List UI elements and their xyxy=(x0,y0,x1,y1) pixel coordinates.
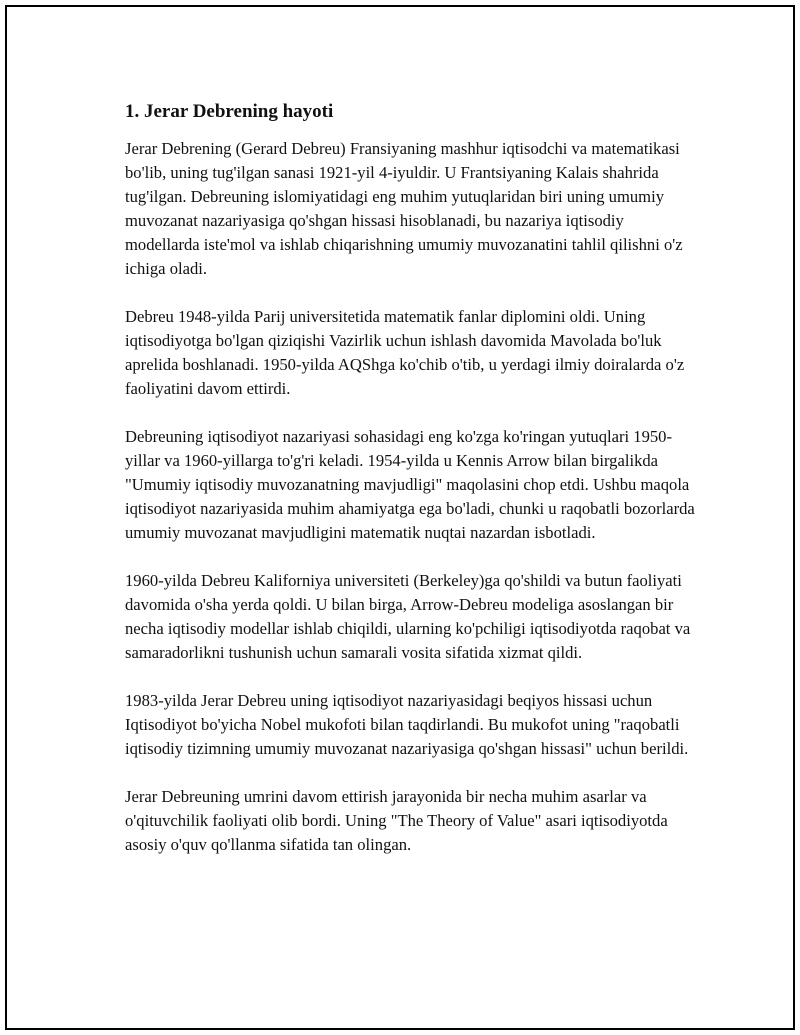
paragraph-nobel: 1983-yilda Jerar Debreu uning iqtisodiyot nazariyasidagi beqiyos hissasi uchun Iqtisodiyot bo'yicha Nobel mukofoti bilan taqdirlandi. Bu mukofot uning "raqobatli iqtisodiy tizimning umumiy muvozanat nazariyasiga qo'shgan hissasi" uchun berildi. xyxy=(125,691,689,758)
paragraph-legacy: Jerar Debreuning umrini davom ettirish jarayonida bir necha muhim asarlar va o'qituvchilik faoliyati olib bordi. Uning "The Theory of Value" asari iqtisodiyotda asosiy o'quv qo'llanma sifatida tan olingan. xyxy=(125,787,668,854)
paragraph-education: Debreu 1948-yilda Parij universitetida matematik fanlar diplomini oldi. Uning iqtisodiyotga bo'lgan qiziqishi Vazirlik uchun ishlash davomida Mavolada bo'luk aprelida boshlanadi. 1950-yilda AQShga ko'chib o'tib, u yerdagi ilmiy doiralarda o'z faoliyatini davom ettirdi. xyxy=(125,307,685,398)
document-body xyxy=(125,99,695,881)
paragraph-achievements: Debreuning iqtisodiyot nazariyasi sohasidagi eng ko'zga ko'ringan yutuqlari 1950-yillar va 1960-yillarga to'g'ri keladi. 1954-yilda u Kennis Arrow bilan birgalikda "Umumiy iqtisodiy muvozanatning mavjudligi" maqolasini chop etdi. Ushbu maqola iqtisodiyot nazariyasida muhim ahamiyatga ega bo'ladi, chunki u raqobatli bozorlarda umumiy muvozanat mavjudligini matematik nuqtai nazardan isbotladi. xyxy=(125,427,695,542)
paragraph-berkeley: 1960-yilda Debreu Kaliforniya universiteti (Berkeley)ga qo'shildi va butun faoliyati davomida o'sha yerda qoldi. U bilan birga, Arrow-Debreu modeliga asoslangan bir necha iqtisodiy modellar ishlab chiqildi, ularning ko'pchiligi iqtisodiyotda raqobat va samaradorlikni tushunish uchun samarali vosita sifatida xizmat qildi. xyxy=(125,571,691,662)
section-heading: 1. Jerar Debrening hayoti xyxy=(125,101,334,122)
paragraph-intro: Jerar Debrening (Gerard Debreu) Fransiyaning mashhur iqtisodchi va matematikasi bo'lib, uning tug'ilgan sanasi 1921-yil 4-iyuldir. U Frantsiyaning Kalais shahrida tug'ilgan. Debreuning islomiyatidagi eng muhim yutuqlaridan biri uning umumiy muvozanat nazariyasiga qo'shgan hissasi hisoblanadi, bu nazariya iqtisodiy modellarda iste'mol va ishlab chiqarishning umumiy muvozanatini tahlil qilishni o'z ichiga oladi. xyxy=(125,139,683,278)
page-frame xyxy=(5,5,795,1030)
